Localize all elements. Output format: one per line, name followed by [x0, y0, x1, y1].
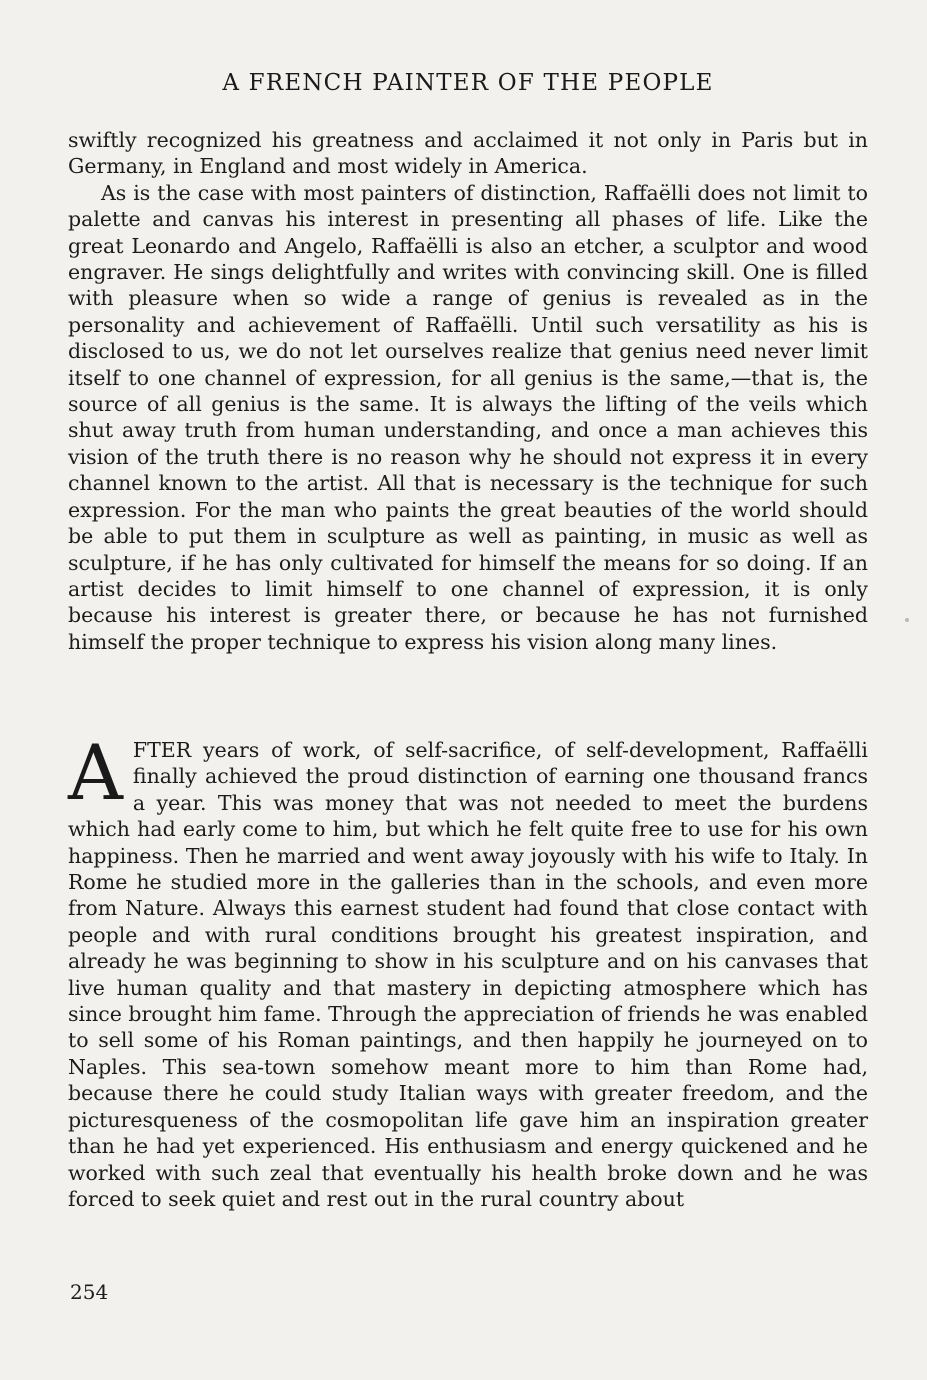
running-head: A FRENCH PAINTER OF THE PEOPLE [222, 70, 714, 96]
paragraph-body: years of work, of self-sacrifice, of self-development, Raffaëlli finally achieved the proud distinction of earning one thousand francs a year. This was money that was not needed to meet the burdens which had early come to him, but which he felt quite free to use for his own happiness. Then he married and went away joyously with his wife to Italy. In Rome he studied more in the galleries than in the schools, and even more from Nature. Always this earnest student had found that close contact with people and with rural conditions brought his greatest inspiration, and already he was beginning to show in his sculpture and on his canvases that live human quality and that mastery in depicting atmosphere which has since brought him fame. Through the appreciation of friends he was enabled to sell some of his Roman paintings, and then happily he journeyed on to Naples. This sea-town somehow meant more to him than Rome had, because there he could study Italian ways with greater freedom, and the picturesqueness of the cosmopolitan life gave him an inspiration greater than he had yet experienced. His enthusiasm and energy quickened and he worked with such zeal that eventually his health broke down and he was forced to seek quiet and rest out in the rural country about [68, 738, 868, 1211]
page-number: 254 [70, 1280, 109, 1304]
section-two [68, 728, 868, 1212]
opening-caps: FTER [132, 738, 192, 762]
drop-cap: A [68, 728, 123, 817]
section-one [68, 127, 868, 655]
page-speck [905, 618, 909, 622]
versatility-paragraph: As is the case with most painters of distinction, Raffaëlli does not limit to palette and canvas his interest in presenting all phases of life. Like the great Leonardo and Angelo, Raffaëlli is also an etcher, a sculptor and wood engraver. He sings delightfully and writes with convincing skill. One is filled with pleasure when so wide a range of genius is revealed as in the personality and achievement of Raffaëlli. Until such versatility as his is disclosed to us, we do not let ourselves realize that genius need never limit itself to one channel of expression, for all genius is the same,—that is, the source of all genius is the same. It is always the lifting of the veils which shut away truth from human understanding, and once a man achieves this vision of the truth there is no reason why he should not express it in every channel known to the artist. All that is necessary is the technique for such expression. For the man who paints the great beauties of the world should be able to put them in sculpture as well as painting, in music as well as sculpture, if he has only cultivated for himself the means for so doing. If an artist decides to limit himself to one channel of expression, it is only because his interest is greater there, or because he has not furnished himself the proper technique to express his vision along many lines. [68, 180, 868, 654]
after-years-paragraph [68, 728, 868, 1212]
continuation-paragraph: swiftly recognized his greatness and acclaimed it not only in Paris but in Germany, in England and most widely in America. [68, 128, 868, 179]
